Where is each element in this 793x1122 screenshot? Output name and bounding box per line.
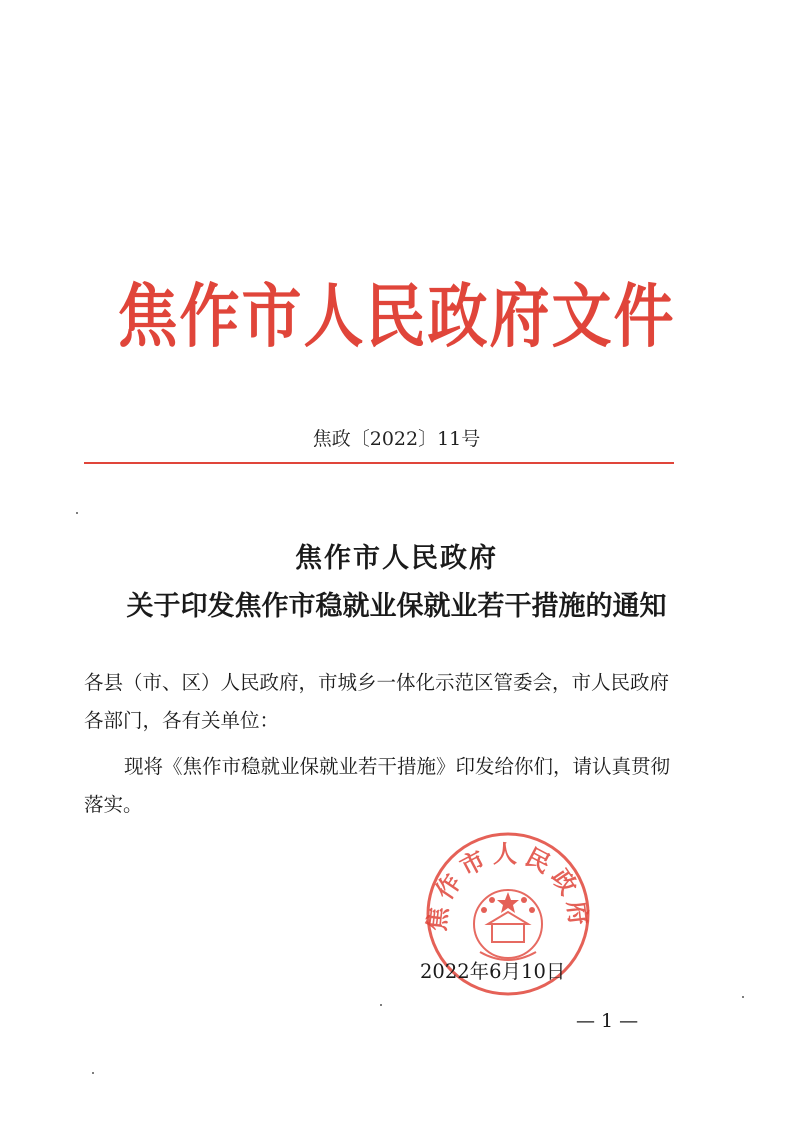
issue-date: 2022年6月10日	[420, 960, 566, 983]
scan-speck	[380, 1004, 382, 1006]
scan-speck	[92, 1072, 94, 1074]
masthead-title: 焦作市人民政府文件	[117, 276, 676, 358]
document-title-line-1: 焦作市人民政府	[295, 543, 498, 574]
svg-text:焦作市人民政府	[423, 840, 593, 932]
scan-speck	[76, 512, 78, 514]
body-paragraph: 现将《焦作市稳就业保就业若干措施》印发给你们，请认真贯彻落实。	[84, 755, 671, 816]
red-divider-line	[84, 462, 674, 464]
document-title-line-2: 关于印发焦作市稳就业保就业若干措施的通知	[126, 591, 667, 622]
page-number: — 1 —	[576, 1010, 639, 1032]
document-number: 焦政〔2022〕11号	[312, 428, 481, 450]
scan-speck	[742, 996, 744, 998]
seal-text: 焦作市人民政府	[422, 840, 594, 933]
addressee-paragraph: 各县（市、区）人民政府，市城乡一体化示范区管委会，市人民政府各部门，各有关单位：	[84, 671, 670, 732]
